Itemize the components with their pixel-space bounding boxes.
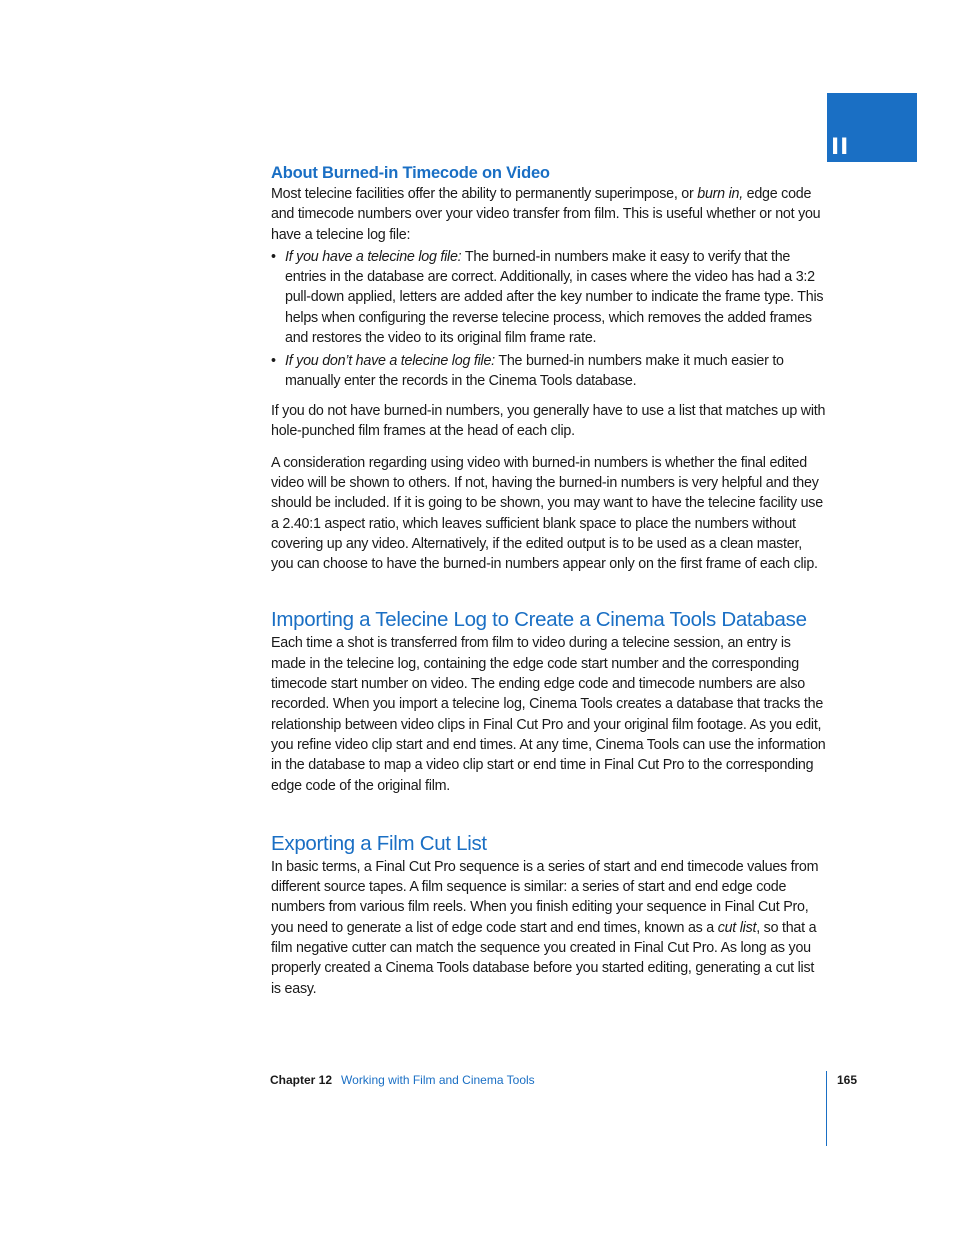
body-paragraph: If you do not have burned-in numbers, you generally have to use a list that matches up with hole-punched film frames at the head of each clip.: [271, 402, 826, 439]
bullet-text: The burned-in numbers make it much easier to manually enter the records in the Cinema Tools database.: [285, 352, 784, 390]
intro-text-2: edge code and timecode numbers over your video transfer from film. This is useful whether or not you have a telecine log file:: [271, 186, 821, 243]
page-number: 165: [837, 1073, 858, 1087]
section-intro-paragraph: [271, 184, 827, 245]
intro-text-1: Most telecine facilities offer the ability to permanently superimpose, or: [271, 186, 698, 202]
bullet-list: [271, 247, 827, 392]
section-exporting-cut-list: [271, 831, 827, 999]
bullet-item: [271, 247, 827, 348]
body-paragraph: [271, 857, 827, 999]
footer-chapter: Chapter 12: [270, 1073, 333, 1087]
bullet-lead: If you have a telecine log file:: [285, 248, 462, 265]
part-tab: [827, 93, 917, 162]
intro-emphasis: burn in,: [697, 186, 743, 202]
section-heading: Exporting a Film Cut List: [271, 831, 487, 855]
para-text-1: In basic terms, a Final Cut Pro sequence is a series of start and end timecode values from different source tapes. A film sequence is similar: a series of start and end edge code numbers from various film reels. When you finish editing your sequence in Final Cut Pro, you need to generate a list of edge code start and end times, known as a: [271, 858, 819, 936]
bullet-lead: If you don’t have a telecine log file:: [285, 352, 495, 369]
bullet-mark: •: [271, 248, 276, 265]
footer-divider: [826, 1071, 827, 1146]
section-importing-telecine-log: [271, 607, 827, 795]
section-burned-in-timecode: [271, 160, 827, 574]
section-heading: About Burned-in Timecode on Video: [271, 164, 550, 182]
bullet-text: The burned-in numbers make it easy to verify that the entries in the database are correct. Additionally, in cases where the video has had a 3:2 pull-down applied, letters are added after the key number to indicate the frame type. This helps when configuring the reverse telecine process, which removes the added frames and restores the video to its original film frame rate.: [285, 248, 824, 347]
bullet-item: [271, 351, 827, 392]
body-paragraph: Each time a shot is transferred from film to video during a telecine session, an entry is made in the telecine log, containing the edge code start number and the corresponding timecode start number on video. The ending edge code and timecode numbers are also recorded. When you import a telecine log, Cinema Tools creates a database that tracks the relationship between video clips in Final Cut Pro and your original film footage. As you edit, you refine video clip start and end times. At any time, Cinema Tools can use the information in the database to map a video clip start or end time in Final Cut Pro to the corresponding edge code of the original film.: [271, 635, 826, 794]
part-tab-label: II: [831, 135, 850, 160]
page-footer: [270, 1072, 535, 1088]
bullet-mark: •: [271, 352, 276, 369]
para-text-2: , so that a film negative cutter can match the sequence you created in Final Cut Pro. As long as you properly created a Cinema Tools database before you started editing, generating a cut list is easy.: [271, 919, 817, 997]
para-emphasis: cut list: [717, 919, 757, 936]
section-heading: Importing a Telecine Log to Create a Cinema Tools Database: [271, 608, 807, 632]
footer-chapter-title: Working with Film and Cinema Tools: [341, 1073, 535, 1087]
body-paragraph: A consideration regarding using video with burned-in numbers is whether the final edited video will be shown to others. If not, having the burned-in numbers is very helpful and they should be included. If it is going to be shown, you may want to have the telecine facility use a 2.40:1 aspect ratio, which leaves sufficient blank space to place the numbers without covering up any video. Alternatively, if the edited output is to be used as a clean master, you can choose to have the burned-in numbers appear only on the first frame of each clip.: [271, 454, 823, 573]
page-content: [271, 160, 827, 999]
